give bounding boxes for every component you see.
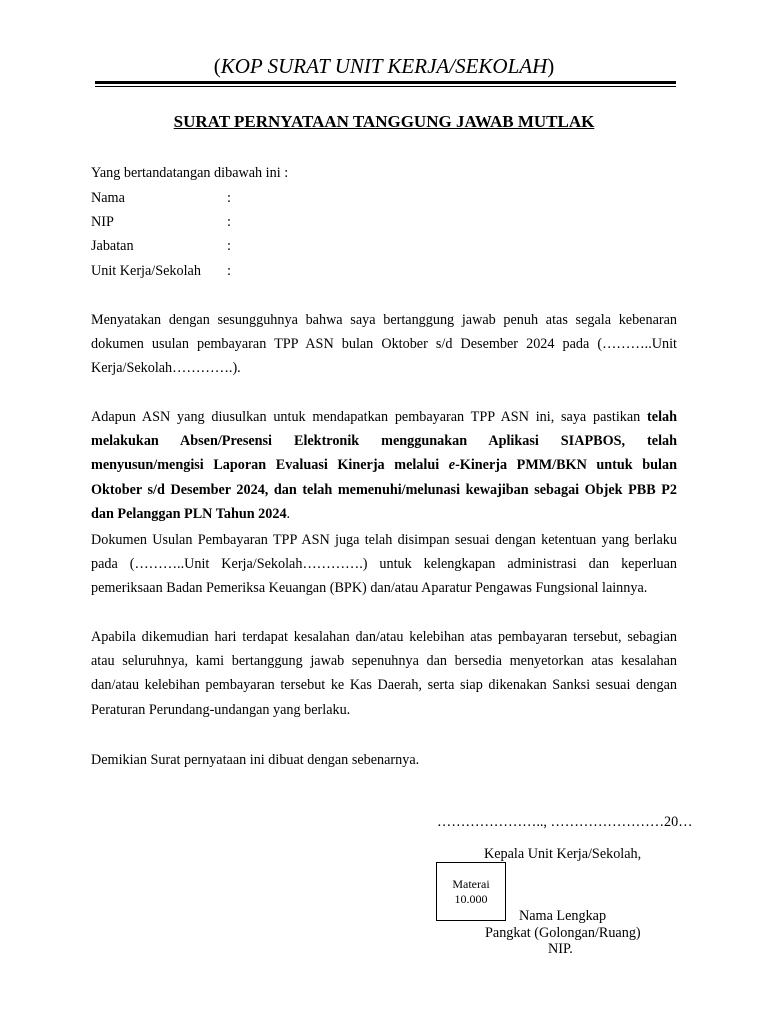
paragraph-asn-bold-italic: e: [448, 457, 456, 474]
letterhead: [0, 54, 768, 79]
paragraph-asn-tail: .: [286, 505, 291, 522]
letterhead-rule-thick: [95, 81, 676, 84]
signature-place-date: ………………….., ……………………20…: [437, 814, 693, 830]
paragraph-statement: Menyatakan dengan sesungguhnya bahwa saya bertanggung jawab penuh atas segala kebenaran dokumen usulan pembayaran TPP ASN bulan Oktober s/d Desember 2024 pada (………..Unit Kerja/Sekolah………….).: [91, 312, 677, 377]
stamp-label: Materai: [452, 876, 490, 891]
paragraph-document-storage: Dokumen Usulan Pembayaran TPP ASN juga telah disimpan sesuai dengan ketentuan yang berlaku pada (………..Unit Kerja/Sekolah………….) untuk kelengkapan administrasi dan keperluan pemeriksaan Badan Pemeriksa Keuangan (BPK) dan/atau Aparatur Pengawas Fungsional lainnya.: [91, 532, 677, 597]
paragraph-liability: Apabila dikemudian hari terdapat kesalahan dan/atau kelebihan atas pembayaran tersebut, sebagian atau seluruhnya, kami bertanggung jawab sepenuhnya dan bersedia menyetorkan atas kesalahan dan/atau kelebihan pembayaran tersebut ke Kas Daerah, serta siap dikenakan Sanksi sesuai dengan Peraturan Perundang-undangan yang berlaku.: [91, 629, 677, 718]
field-colon-nama: :: [227, 190, 231, 206]
field-label-unit-kerja: Unit Kerja/Sekolah: [91, 263, 201, 279]
paragraph-asn-bold-1: telah melakukan Absen/Presensi Elektronik menggunakan Aplikasi SIAPBOS, telah menyusun/mengisi Laporan Evaluasi Kinerja melalui: [91, 409, 677, 474]
paragraph-asn-bold-2: -Kinerja PMM/BKN untuk bulan Oktober s/d Desember 2024, dan telah memenuhi/melunasi kewajiban sebagai Objek PBB P2 dan Pelanggan PLN Tahun 2024: [91, 457, 677, 522]
letterhead-open-paren: (: [213, 54, 221, 78]
stamp-box: [436, 862, 506, 921]
letterhead-close-paren: ): [547, 54, 555, 78]
letterhead-text: KOP SURAT UNIT KERJA/SEKOLAH: [220, 54, 548, 78]
signatory-rank: Pangkat (Golongan/Ruang): [485, 925, 641, 941]
paragraph-asn-lead: Adapun ASN yang diusulkan untuk mendapatkan pembayaran TPP ASN ini, saya pastikan: [91, 409, 648, 425]
closing-line: Demikian Surat pernyataan ini dibuat dengan sebenarnya.: [91, 752, 420, 768]
stamp-value: 10.000: [454, 891, 488, 906]
intro-line: Yang bertandatangan dibawah ini :: [91, 165, 289, 181]
field-label-nama: Nama: [91, 190, 125, 206]
field-colon-unit-kerja: :: [227, 263, 231, 279]
field-label-jabatan: Jabatan: [91, 238, 134, 254]
field-colon-jabatan: :: [227, 238, 231, 254]
paragraph-asn-assurance: [91, 405, 677, 526]
signatory-name: Nama Lengkap: [519, 908, 607, 924]
letterhead-rule-thin: [95, 86, 676, 87]
signatory-nip: NIP.: [548, 941, 573, 957]
signature-position: Kepala Unit Kerja/Sekolah,: [484, 846, 642, 862]
field-label-nip: NIP: [91, 214, 114, 230]
document-title: SURAT PERNYATAAN TANGGUNG JAWAB MUTLAK: [173, 112, 595, 131]
field-colon-nip: :: [227, 214, 231, 230]
